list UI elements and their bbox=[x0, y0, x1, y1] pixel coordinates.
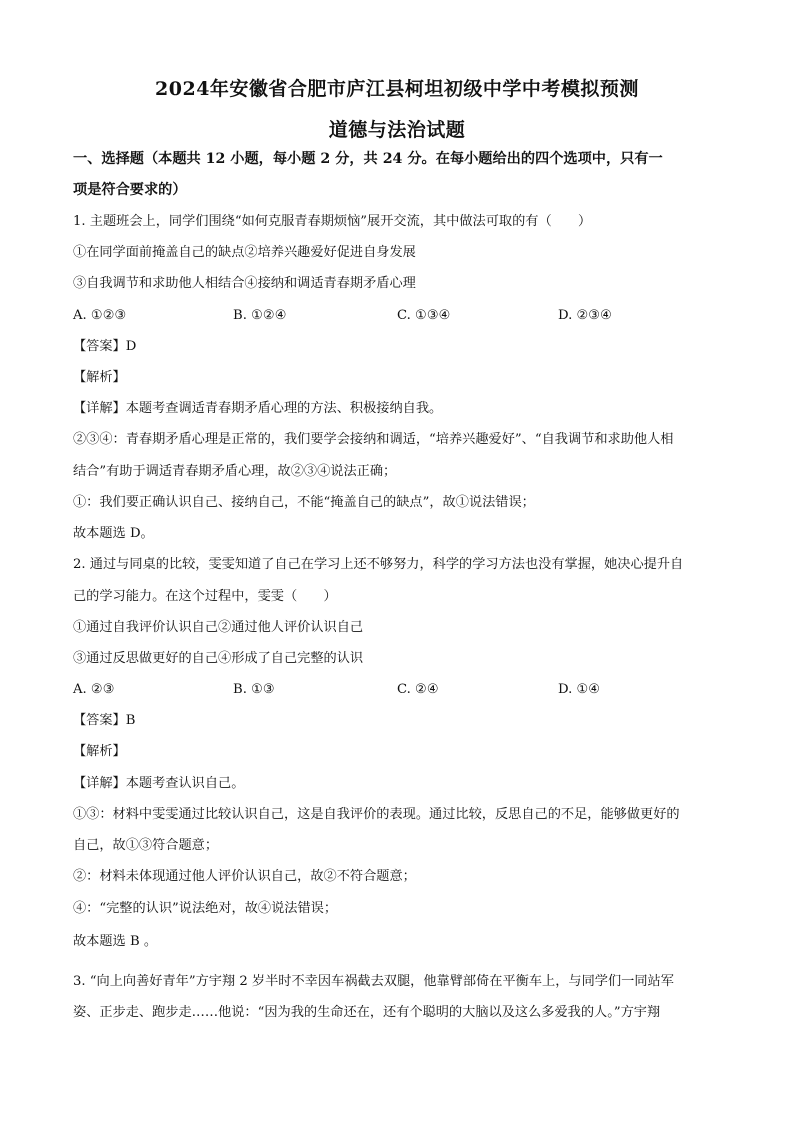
q1-statement-1: ①在同学面前掩盖自己的缺点②培养兴趣爱好促进自身发展 bbox=[73, 245, 416, 260]
q2-statement-1: ①通过自我评价认识自己②通过他人评价认识自己 bbox=[73, 620, 364, 635]
q2-option-c: C. ②④ bbox=[397, 682, 439, 697]
q2-explanation-2: 自己，故①③符合题意； bbox=[73, 838, 219, 853]
q2-answer: 【答案】B bbox=[73, 713, 136, 728]
q3-stem-line-1: 3. “向上向善好青年”方宇翔 2 岁半时不幸因车祸截去双腿，他靠臂部倚在平衡车上，与同学们一同站军 bbox=[73, 974, 674, 989]
section-heading-line-2: 项是符合要求的） bbox=[73, 182, 187, 198]
q2-option-a: A. ②③ bbox=[73, 682, 115, 697]
q3-stem-line-2: 姿、正步走、跑步走……他说：“因为我的生命还在，还有个聪明的大脑以及这么多爱我的人。”方宇翔 bbox=[73, 1005, 661, 1020]
exam-subtitle: 道德与法治试题 bbox=[328, 119, 466, 141]
q2-option-b: B. ①③ bbox=[233, 682, 275, 697]
q1-options bbox=[73, 306, 733, 326]
q2-option-d: D. ①④ bbox=[558, 682, 601, 697]
q1-option-c: C. ①③④ bbox=[397, 308, 451, 323]
q1-analysis-label: 【解析】 bbox=[73, 370, 126, 385]
q2-statement-2: ③通过反思做更好的自己④形成了自己完整的认识 bbox=[73, 651, 364, 666]
q2-analysis-label: 【解析】 bbox=[73, 744, 126, 759]
section-heading-line-1: 一、选择题（本题共 12 小题，每小题 2 分，共 24 分。在每小题给出的四个选项中，只有一 bbox=[73, 151, 663, 167]
q2-conclusion: 故本题选 B 。 bbox=[73, 934, 158, 949]
q1-option-d: D. ②③④ bbox=[558, 308, 612, 323]
q1-detail: 【详解】本题考查调适青春期矛盾心理的方法、积极接纳自我。 bbox=[73, 401, 443, 416]
q1-explanation-2: 结合”有助于调适青春期矛盾心理，故②③④说法正确； bbox=[73, 464, 397, 479]
q1-stem: 1. 主题班会上，同学们围绕“如何克服青春期烦恼”展开交流，其中做法可取的有（ ） bbox=[73, 214, 592, 229]
exam-title: 2024年安徽省合肥市庐江县柯坦初级中学中考模拟预测 bbox=[155, 78, 639, 100]
q2-options bbox=[73, 680, 733, 700]
q1-explanation-3: ①：我们要正确认识自己、接纳自己，不能“掩盖自己的缺点”，故①说法错误； bbox=[73, 495, 535, 510]
q2-detail: 【详解】本题考查认识自己。 bbox=[73, 776, 245, 791]
q1-option-a: A. ①②③ bbox=[73, 308, 127, 323]
q2-explanation-1: ①③：材料中雯雯通过比较认识自己，这是自我评价的表现。通过比较，反思自己的不足，能够做更好的 bbox=[73, 807, 680, 822]
q1-statement-2: ③自我调节和求助他人相结合④接纳和调适青春期矛盾心理 bbox=[73, 276, 416, 291]
q2-explanation-3: ②：材料未体现通过他人评价认识自己，故②不符合题意； bbox=[73, 869, 416, 884]
q2-stem-line-1: 2. 通过与同桌的比较，雯雯知道了自己在学习上还不够努力，科学的学习方法也没有掌握，她决心提升自 bbox=[73, 557, 684, 572]
q2-explanation-4: ④：“完整的认识”说法绝对，故④说法错误； bbox=[73, 901, 338, 916]
q1-explanation-1: ②③④：青春期矛盾心理是正常的，我们要学会接纳和调适，“培养兴趣爱好”、“自我调节和求助他人相 bbox=[73, 432, 674, 447]
q1-conclusion: 故本题选 D。 bbox=[73, 526, 154, 541]
q1-answer: 【答案】D bbox=[73, 339, 137, 354]
q1-option-b: B. ①②④ bbox=[233, 308, 287, 323]
q2-stem-line-2: 己的学习能力。在这个过程中，雯雯（ ） bbox=[73, 589, 337, 604]
